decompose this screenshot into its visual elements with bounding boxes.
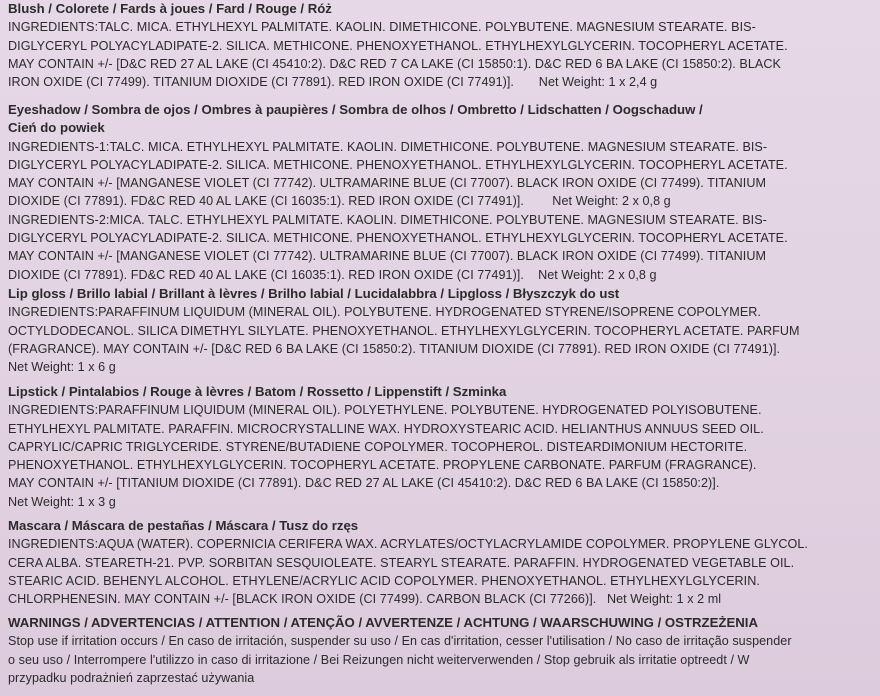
eyeshadow-ingredients-line: MAY CONTAIN +/- [MANGANESE VIOLET (CI 77742). ULTRAMARINE BLUE (CI 77007). BLACK IRON OXIDE (CI 77499). TITANIUM: [8, 249, 767, 264]
mascara-ingredients-line: STEARIC ACID. BEHENYL ALCOHOL. ETHYLENE/ACRYLIC ACID COPOLYMER. PHENOXYETHANOL. ETHYLHEXYLGLYCERIN.: [8, 573, 760, 588]
blush-ingredients-line: DIGLYCERYL POLYACYLADIPATE-2. SILICA. METHICONE. PHENOXYETHANOL. ETHYLHEXYLGLYCERIN. TOCOPHERYL ACETATE.: [8, 38, 788, 53]
lipstick-heading: Lipstick / Pintalabios / Rouge à lèvres / Batom / Rossetto / Lippenstift / Szminka: [8, 384, 507, 399]
blush-section: [8, 0, 876, 91]
eyeshadow-ingredients-line: MAY CONTAIN +/- [MANGANESE VIOLET (CI 77742). ULTRAMARINE BLUE (CI 77007). BLACK IRON OXIDE (CI 77499). TITANIUM: [8, 176, 767, 191]
lipgloss-ingredients-line: (FRAGRANCE). MAY CONTAIN +/- [D&C RED 6 BA LAKE (CI 15850:2). TITANIUM DIOXIDE (CI 77891). RED IRON OXIDE (CI 77491)].: [8, 341, 781, 356]
warnings-text-line: przypadku podrażnień zaprzestać używania: [8, 670, 255, 685]
mascara-ingredients-line: INGREDIENTS:AQUA (WATER). COPERNICIA CERIFERA WAX. ACRYLATES/OCTYLACRYLAMIDE COPOLYMER. PROPYLENE GLYCOL.: [8, 537, 808, 552]
blush-heading: Blush / Colorete / Fards à joues / Fard / Rouge / Róż: [8, 1, 332, 16]
blush-ingredients-line: IRON OXIDE (CI 77499). TITANIUM DIOXIDE (CI 77891). RED IRON OXIDE (CI 77491)]. Net Weight: 1 x 2,4 g: [8, 75, 658, 90]
lipstick-section: [8, 383, 876, 511]
lipstick-ingredients-line: ETHYLHEXYL PALMITATE. PARAFFIN. MICROCRYSTALLINE WAX. HYDROXYSTEARIC ACID. HELIANTHUS ANNUUS SEED OIL.: [8, 421, 764, 436]
warnings-heading: WARNINGS / ADVERTENCIAS / ATTENTION / ATENÇÃO / AVVERTENZE / ACHTUNG / WAARSCHUWING / OSTRZEŻENIA: [8, 615, 758, 630]
mascara-ingredients-line: CERA ALBA. STEARETH-21. PVP. SORBITAN SESQUIOLEATE. STEARYL STEARATE. PARAFFIN. HYDROGENATED VEGETABLE OIL.: [8, 555, 795, 570]
lipstick-ingredients-line: CAPRYLIC/CAPRIC TRIGLYCERIDE. STYRENE/BUTADIENE COPOLYMER. TOCOPHEROL. DISTEARDIMONIUM HECTORITE.: [8, 439, 748, 454]
lipstick-ingredients-line: PHENOXYETHANOL. ETHYLHEXYLGLYCERIN. TOCOPHERYL ACETATE. PROPYLENE CARBONATE. PARFUM (FRAGRANCE).: [8, 458, 757, 473]
lipstick-net-weight: Net Weight: 1 x 3 g: [8, 494, 116, 509]
blush-ingredients-line: INGREDIENTS:TALC. MICA. ETHYLHEXYL PALMITATE. KAOLIN. DIMETHICONE. POLYBUTENE. MAGNESIUM STEARATE. BIS-: [8, 20, 756, 35]
warnings-text-line: o seu uso / Interrompere l'utilizzo in caso di irritazione / Bei Reizungen nicht weiterverwenden / Stop gebruik als irritatie optreedt / W: [8, 652, 750, 667]
eyeshadow-ingredients-line: DIOXIDE (CI 77891). FD&C RED 40 AL LAKE (CI 16035:1). RED IRON OXIDE (CI 77491)]. Net Weight: 2 x 0,8 g: [8, 194, 671, 209]
lipstick-ingredients-line: MAY CONTAIN +/- [TITANIUM DIOXIDE (CI 77891). D&C RED 27 AL LAKE (CI 45410:2). D&C RED 6 BA LAKE (CI 15850:2)].: [8, 476, 720, 491]
warnings-section: [8, 614, 876, 687]
lipgloss-net-weight: Net Weight: 1 x 6 g: [8, 360, 116, 375]
lipgloss-section: [8, 285, 876, 376]
mascara-ingredients-line: CHLORPHENESIN. MAY CONTAIN +/- [BLACK IRON OXIDE (CI 77499). CARBON BLACK (CI 77266)]. Net Weight: 1 x 2 ml: [8, 592, 722, 607]
eyeshadow-heading-continued: Cień do powiek: [8, 120, 105, 136]
eyeshadow-ingredients-line: DIOXIDE (CI 77891). FD&C RED 40 AL LAKE (CI 16035:1). RED IRON OXIDE (CI 77491)]. Net Weight: 2 x 0,8 g: [8, 267, 657, 282]
mascara-section: [8, 517, 876, 608]
lipgloss-ingredients-line: OCTYLDODECANOL. SILICA DIMETHYL SILYLATE. PHENOXYETHANOL. ETHYLHEXYLGLYCERIN. TOCOPHERYL ACETATE. PARFUM: [8, 323, 800, 338]
mascara-heading: Mascara / Máscara de pestañas / Máscara / Tusz do rzęs: [8, 518, 359, 533]
eyeshadow-ingredients-line: INGREDIENTS-2:MICA. TALC. ETHYLHEXYL PALMITATE. KAOLIN. DIMETHICONE. POLYBUTENE. MAGNESIUM STEARATE. BIS-: [8, 212, 767, 227]
eyeshadow-ingredients-line: INGREDIENTS-1:TALC. MICA. ETHYLHEXYL PALMITATE. KAOLIN. DIMETHICONE. POLYBUTENE. MAGNESIUM STEARATE. BIS-: [8, 139, 768, 154]
lipstick-ingredients-line: INGREDIENTS:PARAFFINUM LIQUIDUM (MINERAL OIL). POLYETHYLENE. POLYBUTENE. HYDROGENATED POLYISOBUTENE.: [8, 403, 762, 418]
eyeshadow-ingredients-line: DIGLYCERYL POLYACYLADIPATE-2. SILICA. METHICONE. PHENOXYETHANOL. ETHYLHEXYLGLYCERIN. TOCOPHERYL ACETATE.: [8, 157, 788, 172]
lipgloss-heading: Lip gloss / Brillo labial / Brillant à lèvres / Brilho labial / Lucidalabbra / Lipgloss / Błyszczyk do ust: [8, 286, 620, 301]
blush-ingredients-line: MAY CONTAIN +/- [D&C RED 27 AL LAKE (CI 45410:2). D&C RED 7 CA LAKE (CI 15850:1). D&C RED 6 BA LAKE (CI 15850:2). BLACK: [8, 56, 781, 71]
lipgloss-ingredients-line: INGREDIENTS:PARAFFINUM LIQUIDUM (MINERAL OIL). POLYBUTENE. HYDROGENATED STYRENE/ISOPRENE COPOLYMER.: [8, 305, 761, 320]
warnings-text-line: Stop use if irritation occurs / En caso de irritación, suspender su uso / En cas d'irritation, cesser l'utilisation / No caso de irritação suspender: [8, 634, 792, 649]
eyeshadow-section: [8, 101, 876, 284]
eyeshadow-heading: Eyeshadow / Sombra de ojos / Ombres à paupières / Sombra de olhos / Ombretto / Lidschatten / Oogschaduw /: [8, 102, 703, 117]
eyeshadow-ingredients-line: DIGLYCERYL POLYACYLADIPATE-2. SILICA. METHICONE. PHENOXYETHANOL. ETHYLHEXYLGLYCERIN. TOCOPHERYL ACETATE.: [8, 231, 788, 246]
